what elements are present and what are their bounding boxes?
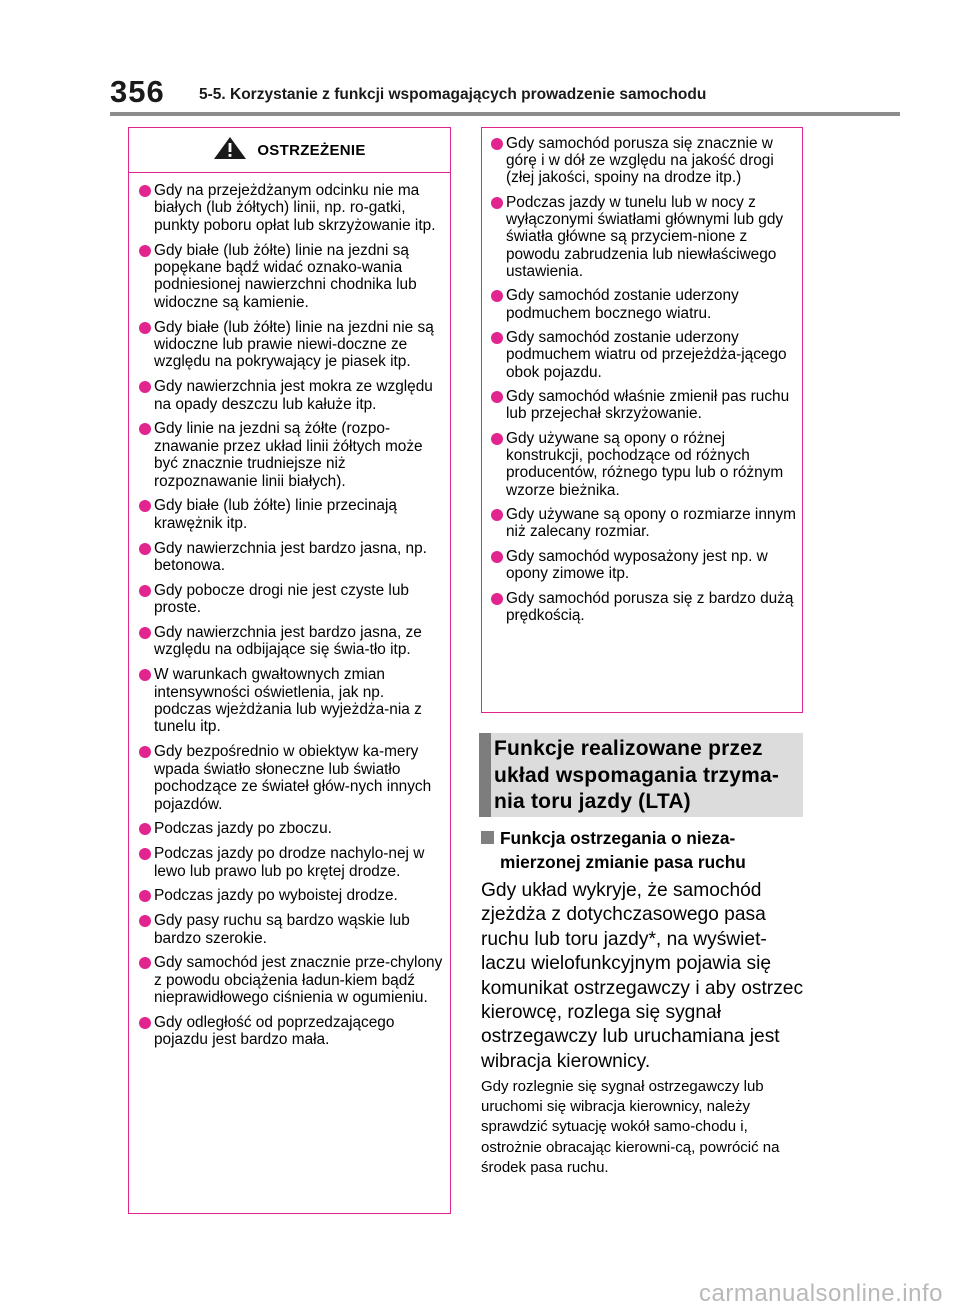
warning-box-continued: [481, 127, 803, 713]
warning-item: [139, 378, 444, 413]
warning-item-text: Gdy nawierzchnia jest bardzo jasna, np. betonowa.: [154, 539, 427, 575]
warning-item: [139, 887, 444, 904]
warning-item: [139, 743, 444, 813]
bullet-icon: [139, 848, 151, 860]
subsection-title: Funkcja ostrzegania o nieza-mierzonej zmianie pasa ruchu: [500, 828, 746, 872]
bullet-icon: [139, 185, 151, 197]
bullet-icon: [139, 585, 151, 597]
warning-item-text: Gdy na przejeżdżanym odcinku nie ma białych (lub żółtych) linii, np. ro-gatki, punkty poboru opłat lub skrzyżowanie itp.: [154, 182, 436, 234]
warning-header: [129, 128, 450, 173]
bullet-icon: [491, 509, 503, 521]
bullet-icon: [139, 669, 151, 681]
bullet-icon: [139, 890, 151, 902]
warning-item-text: Gdy samochód zostanie uderzony podmuchem wiatru od przejeżdża-jącego obok pojazdu.: [506, 329, 787, 381]
warning-item-text: Gdy bezpośrednio w obiektyw ka-mery wpada światło słoneczne lub światło pochodzące ze świateł głów-nych innych pojazdów.: [154, 743, 432, 813]
bullet-icon: [139, 543, 151, 555]
chapter-title: 5-5. Korzystanie z funkcji wspomagających prowadzenie samochodu: [199, 86, 707, 103]
warning-item: [491, 388, 796, 422]
watermark: carmanualsonline.info: [699, 1280, 943, 1307]
warning-item-text: Gdy samochód wyposażony jest np. w opony zimowe itp.: [506, 548, 768, 583]
warning-item: [491, 548, 796, 582]
warning-item: [139, 954, 444, 1006]
page-number: 356: [110, 74, 165, 109]
warning-item-text: Gdy linie na jezdni są żółte (rozpo-znawanie przez układ linii żółtych może być znacznie trudniejsze niż rozpoznawanie linii białych).: [154, 420, 423, 490]
warning-triangle-icon: [213, 136, 247, 165]
warning-item-text: Gdy odległość od poprzedzającego pojazdu jest bardzo mała.: [154, 1013, 395, 1049]
bullet-icon: [491, 391, 503, 403]
warning-item: [139, 242, 444, 312]
warning-item: [139, 820, 444, 837]
bullet-icon: [491, 197, 503, 209]
warning-item-text: W warunkach gwałtownych zmian intensywności oświetlenia, jak np. podczas wjeżdżania lub wyjeżdża-nia z tunelu itp.: [154, 666, 422, 736]
warning-item: [139, 319, 444, 371]
warning-item: [139, 497, 444, 532]
warning-list-continued: [491, 135, 796, 624]
bullet-icon: [139, 322, 151, 334]
warning-item-text: Podczas jazdy po wyboistej drodze.: [154, 887, 398, 905]
subsection-heading: [481, 826, 801, 874]
warning-item: [139, 845, 444, 880]
warning-item-text: Gdy białe (lub żółte) linie przecinają krawężnik itp.: [154, 497, 397, 532]
bullet-icon: [139, 381, 151, 393]
warning-item-text: Gdy używane są opony o różnej konstrukcji, pochodzące od różnych producentów, różnego typu lub o różnym wzorze bieżnika.: [506, 430, 784, 499]
warning-item: [491, 287, 796, 321]
bullet-icon: [491, 433, 503, 445]
warning-item-text: Gdy samochód zostanie uderzony podmuchem bocznego wiatru.: [506, 287, 739, 322]
warning-item: [491, 506, 796, 540]
warning-item-text: Gdy samochód właśnie zmienił pas ruchu lub przejechał skrzyżowanie.: [506, 388, 790, 423]
bullet-icon: [139, 915, 151, 927]
warning-item-text: Gdy pobocze drogi nie jest czyste lub proste.: [154, 581, 409, 617]
body-paragraph: Gdy układ wykryje, że samochód zjeżdża z dotychczasowego pasa ruchu lub toru jazdy*, na wyświet-laczu wielofunkcyjnym pojawia się komunikat ostrzegawczy i aby ostrzec kierowcę, rozlega się sygnał ostrzegawczy lub uruchamiana jest wibracja kierownicy.: [481, 880, 804, 1072]
bullet-icon: [139, 1017, 151, 1029]
bullet-icon: [139, 746, 151, 758]
warning-box: [128, 127, 451, 1214]
warning-item: [139, 666, 444, 736]
warning-label: OSTRZEŻENIE: [257, 141, 366, 159]
warning-item: [491, 430, 796, 499]
header-divider: [110, 112, 900, 116]
warning-item: [139, 624, 444, 659]
section-heading: Funkcje realizowane przez układ wspomagania trzyma-nia toru jazdy (LTA): [479, 733, 803, 817]
warning-item-text: Gdy nawierzchnia jest mokra ze względu na opady deszczu lub kałuże itp.: [154, 378, 433, 413]
bullet-icon: [139, 627, 151, 639]
warning-item: [139, 912, 444, 947]
warning-item-text: Podczas jazdy po drodze nachylo-nej w lewo lub prawo lub po krętej drodze.: [154, 845, 425, 880]
warning-item: [491, 194, 796, 280]
note-paragraph: Gdy rozlegnie się sygnał ostrzegawczy lub uruchomi się wibracja kierownicy, należy sprawdzić sytuację wokół samo-chodu i, ostrożnie obracając kierowni-cą, powrócić na środek pasa ruchu.: [481, 1078, 780, 1176]
warning-item-text: Gdy samochód porusza się z bardzo dużą prędkością.: [506, 589, 794, 624]
bullet-icon: [139, 245, 151, 257]
warning-list: [129, 173, 450, 1049]
bullet-icon: [491, 551, 503, 563]
warning-item-text: Gdy pasy ruchu są bardzo wąskie lub bardzo szerokie.: [154, 912, 410, 947]
warning-item-text: Gdy białe (lub żółte) linie na jezdni nie są widoczne lub prawie niewi-doczne ze względu na pokrywający je piasek itp.: [154, 318, 434, 371]
warning-item: [139, 182, 444, 234]
warning-item-text: Gdy samochód jest znacznie prze-chylony z powodu obciążenia ładun-kiem bądź nieprawidłowego ciśnienia w ogumieniu.: [154, 954, 443, 1007]
bullet-icon: [491, 332, 503, 344]
warning-item-text: Gdy białe (lub żółte) linie na jezdni są popękane bądź widać oznako-wania podniesionej nawierzchni chodnika lub widoczne są kamienie.: [154, 241, 417, 311]
bullet-icon: [491, 290, 503, 302]
warning-item: [491, 329, 796, 381]
warning-item: [491, 590, 796, 624]
warning-item-text: Podczas jazdy w tunelu lub w nocy z wyłączonymi światłami głównymi lub gdy światła główne są przyciem-nione z powodu zabrudzenia lub niewłaściwego ustawienia.: [506, 194, 784, 280]
bullet-icon: [139, 500, 151, 512]
warning-item-text: Gdy używane są opony o rozmiarze innym niż zalecany rozmiar.: [506, 506, 796, 541]
warning-item-text: Gdy nawierzchnia jest bardzo jasna, ze względu na odbijające się świa-tło itp.: [154, 624, 422, 659]
warning-item: [139, 540, 444, 575]
bullet-icon: [139, 423, 151, 435]
warning-item: [139, 420, 444, 490]
bullet-icon: [139, 957, 151, 969]
square-bullet-icon: [481, 831, 494, 844]
warning-item-text: Gdy samochód porusza się znacznie w górę i w dół ze względu na jakość drogi (złej jakości, spoiny na drodze itp.): [506, 135, 774, 187]
warning-item: [491, 135, 796, 187]
bullet-icon: [491, 138, 503, 150]
warning-item: [139, 582, 444, 617]
bullet-icon: [491, 593, 503, 605]
warning-item: [139, 1014, 444, 1049]
warning-item-text: Podczas jazdy po zboczu.: [154, 820, 332, 838]
bullet-icon: [139, 823, 151, 835]
